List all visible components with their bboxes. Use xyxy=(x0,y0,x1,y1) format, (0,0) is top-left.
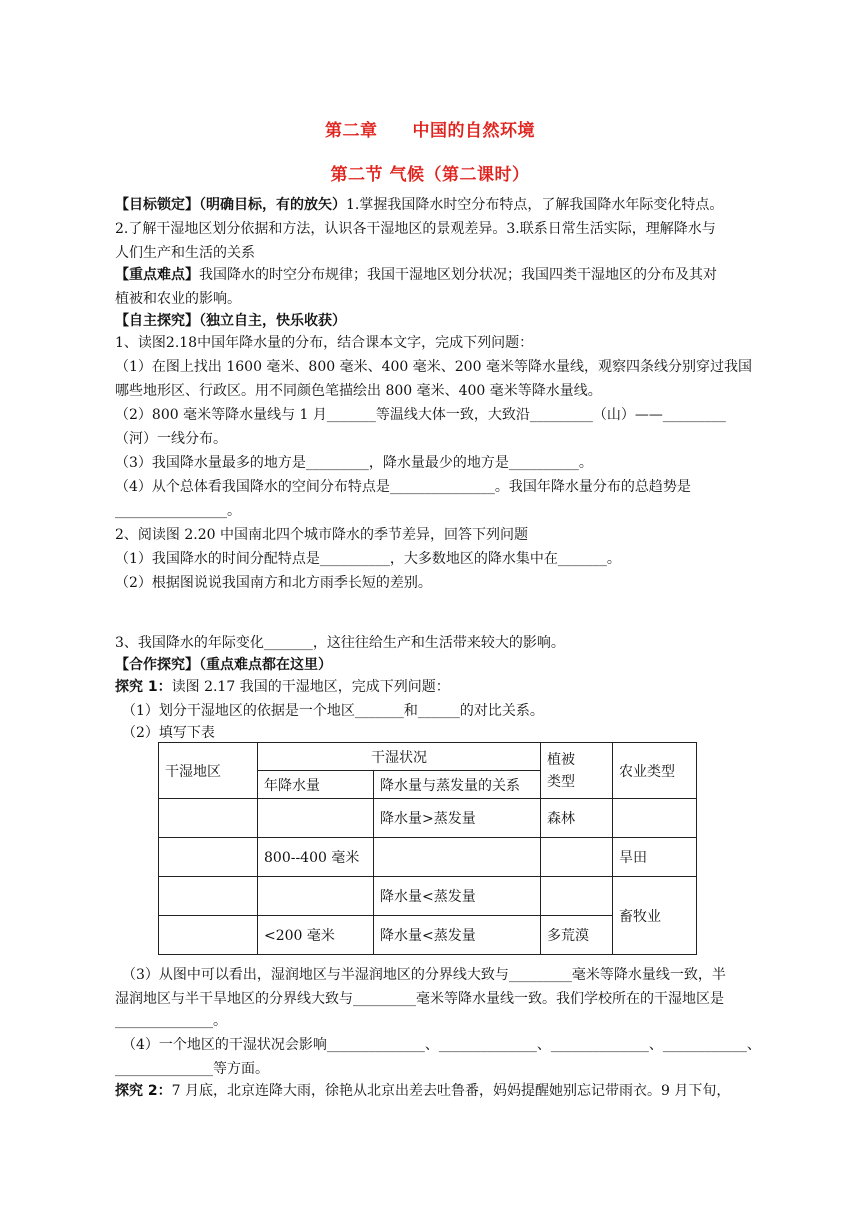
q1-1-line-b: 哪些地形区、行政区。用不同颜色笔描绘出 800 毫米、400 毫米等降水量线。 xyxy=(115,383,602,399)
q2-text: 2、阅读图 2.20 中国南北四个城市降水的季节差异，回答下列问题 xyxy=(115,527,528,543)
keypoints-line-2: 植被和农业的影响。 xyxy=(115,291,241,307)
table-header-vegetation xyxy=(541,743,613,799)
goals-line-2: 2.了解干湿地区划分依据和方法，认识各干湿地区的景观差异。3.联系日常生活实际，理解降水与 xyxy=(115,221,716,237)
table-cell: 降水量<蒸发量 xyxy=(374,916,541,955)
q1-4-line-b: ________________。 xyxy=(115,503,241,519)
table-cell xyxy=(541,877,613,916)
e1-3-line-c: ______________。 xyxy=(115,1013,227,1029)
table-header-status: 干湿状况 xyxy=(258,743,541,771)
table-header-region: 干湿地区 xyxy=(159,743,258,799)
table-header-relation: 降水量与蒸发量的关系 xyxy=(374,771,541,799)
section-title: 第二节 气候（第二课时） xyxy=(330,165,530,185)
table-cell xyxy=(258,799,374,838)
chapter-title: 第二章 中国的自然环境 xyxy=(325,121,535,141)
table-cell: 畜牧业 xyxy=(613,877,697,955)
selfstudy-label: 【自主探究】 xyxy=(115,313,199,329)
keypoints-label: 【重点难点】 xyxy=(115,267,199,283)
q1-text: 1、读图2.18中国年降水量的分布，结合课本文字，完成下列问题： xyxy=(115,335,534,351)
e1-2-line: （2）填写下表 xyxy=(122,725,215,741)
table-cell: <200 毫米 xyxy=(258,916,374,955)
table-cell xyxy=(374,838,541,877)
table-cell xyxy=(541,838,613,877)
table-cell xyxy=(258,877,374,916)
goals-line-1 xyxy=(115,194,760,216)
cooperative-tag: （重点难点都在这里） xyxy=(199,657,332,673)
table-row xyxy=(159,799,697,838)
table-cell xyxy=(159,838,258,877)
table-header-rainfall: 年降水量 xyxy=(258,771,374,799)
table-cell: 800--400 毫米 xyxy=(258,838,374,877)
keypoints-text-1: 我国降水的时空分布规律；我国干湿地区划分状况；我国四类干湿地区的分布及其对 xyxy=(199,267,717,283)
cooperative-heading xyxy=(115,654,760,676)
table-cell xyxy=(613,799,697,838)
vegetation-line-2: 类型 xyxy=(547,773,575,790)
explore2-line xyxy=(115,1080,760,1102)
table-cell: 旱田 xyxy=(613,838,697,877)
e1-3-line-b: 湿润地区与半干旱地区的分界线大致与_________毫米等降水量线一致。我们学校所在的干湿地区是 xyxy=(115,991,724,1007)
explore1-line xyxy=(115,676,760,698)
q3-line: 3、我国降水的年际变化_______，这往往给生产和生活带来较大的影响。 xyxy=(115,635,565,651)
q2-1-line: （1）我国降水的时间分配特点是__________，大多数地区的降水集中在_______。 xyxy=(115,551,621,567)
goals-label: 【目标锁定】 xyxy=(115,197,199,213)
table-header-agriculture: 农业类型 xyxy=(613,743,697,799)
table-cell: 森林 xyxy=(541,799,613,838)
e1-4-line-b: ______________等方面。 xyxy=(115,1061,269,1077)
q1-4-line-a: （4）从个总体看我国降水的空间分布特点是_______________。我国年降水量分布的总趋势是 xyxy=(115,479,691,495)
selfstudy-tag: （独立自主，快乐收获） xyxy=(199,313,346,329)
q1-2-line-b: （河）一线分布。 xyxy=(115,431,227,447)
e1-3-line-a: （3）从图中可以看出，湿润地区与半湿润地区的分界线大致与_________毫米等降水量线一致，半 xyxy=(122,967,726,983)
table-cell: 多荒漠 xyxy=(541,916,613,955)
explore1-label: 探究 1： xyxy=(115,679,172,695)
explore2-text: 7 月底，北京连降大雨，徐艳从北京出差去吐鲁番，妈妈提醒她别忘记带雨衣。9 月下旬， xyxy=(171,1083,731,1099)
table-cell xyxy=(159,799,258,838)
table-cell xyxy=(159,877,258,916)
explore1-text: 读图 2.17 我国的干湿地区，完成下列问题： xyxy=(171,679,450,695)
cooperative-label: 【合作探究】 xyxy=(115,657,199,673)
q2-2-line: （2）根据图说说我国南方和北方雨季长短的差别。 xyxy=(115,575,432,591)
e1-4-line-a: （4）一个地区的干湿状况会影响______________、______________、______________、____________、 xyxy=(122,1037,761,1053)
q1-2-line-a: （2）800 毫米等降水量线与 1 月_______等温线大体一致，大致沿_________（山）——_________ xyxy=(115,407,726,423)
goals-text-1: 1.掌握我国降水时空分布特点，了解我国降水年际变化特点。 xyxy=(346,197,724,213)
vegetation-line-1: 植被 xyxy=(547,751,575,768)
q1-3-line: （3）我国降水量最多的地方是_________，降水量最少的地方是__________。 xyxy=(115,455,593,471)
selfstudy-heading xyxy=(115,310,760,332)
goals-tag: （明确目标，有的放矢） xyxy=(199,197,346,213)
table-row xyxy=(159,838,697,877)
keypoints-line-1 xyxy=(115,264,760,286)
table-cell: 降水量>蒸发量 xyxy=(374,799,541,838)
q1-1-line-a: （1）在图上找出 1600 毫米、800 毫米、400 毫米、200 毫米等降水量线，观察四条线分别穿过我国 xyxy=(115,359,752,375)
table-cell xyxy=(159,916,258,955)
table-row xyxy=(159,877,697,916)
goals-line-3: 人们生产和生活的关系 xyxy=(115,245,255,261)
dry-wet-table xyxy=(158,742,697,955)
explore2-label: 探究 2： xyxy=(115,1083,172,1099)
table-cell: 降水量<蒸发量 xyxy=(374,877,541,916)
e1-1-line: （1）划分干湿地区的依据是一个地区_______和______的对比关系。 xyxy=(122,703,544,719)
